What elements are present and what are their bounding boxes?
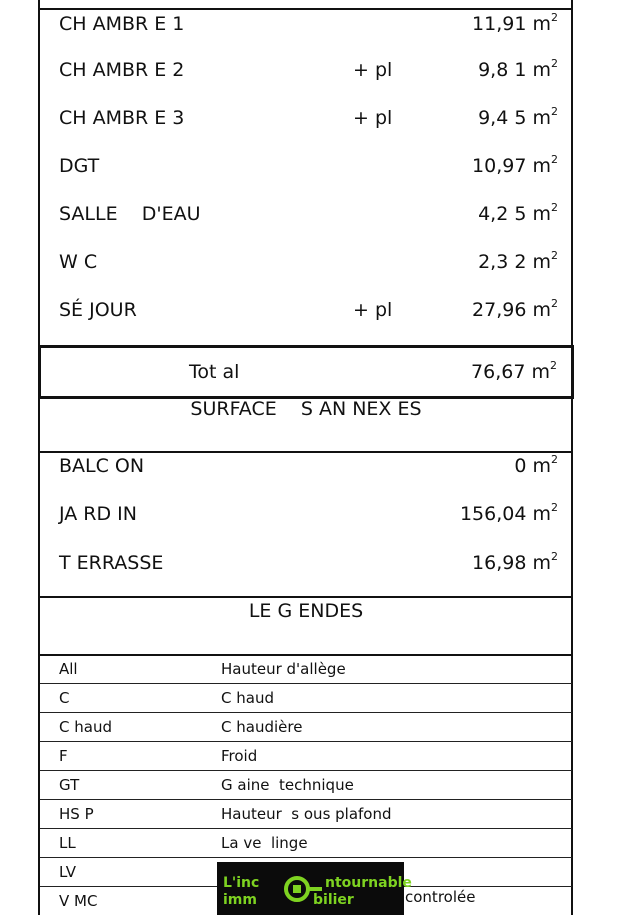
legend-desc: C haud: [221, 688, 274, 707]
room-area: 2,3 2 $m^2$: [478, 248, 558, 274]
room-area: 10,97 $m^2$: [472, 152, 558, 178]
legend-desc: Hauteur s ous plafond: [221, 804, 392, 823]
legend-code: F: [59, 746, 68, 765]
legend-desc: Froid: [221, 746, 258, 765]
legend-desc-tail: controlée: [405, 888, 476, 906]
logo-text: bilier: [313, 892, 354, 908]
annex-row: [40, 442, 572, 490]
room-extra: + pl: [353, 59, 393, 81]
logo-text: L'inc: [223, 875, 260, 891]
total-row: [38, 345, 574, 399]
annex-area: 156,04 $m^2$: [459, 500, 558, 526]
divider: [38, 596, 573, 598]
room-name: DGT: [59, 155, 100, 177]
legend-code: HS P: [59, 804, 94, 823]
room-extra: + pl: [353, 107, 393, 129]
annex-row: [40, 490, 572, 538]
legend-title: LE G ENDES: [248, 600, 364, 622]
annex-name: T ERRASSE: [59, 552, 164, 574]
annex-name: JA RD IN: [59, 503, 137, 525]
room-area: 9,8 1 $m^2$: [478, 56, 558, 82]
legend-row: [40, 770, 572, 799]
legend-desc: C haudière: [221, 717, 303, 736]
annex-row: [40, 539, 572, 587]
annex-name: BALC ON: [59, 455, 145, 477]
legend-desc: G aine technique: [221, 775, 354, 794]
annexes-title: SURFACE S AN NEX ES: [190, 398, 422, 420]
room-name: SÉ JOUR: [59, 299, 137, 321]
room-area: 4,2 5 $m^2$: [478, 200, 558, 226]
legend-row: [40, 828, 572, 857]
legend-code: V MC: [59, 891, 98, 910]
total-label: Tot al: [189, 361, 240, 383]
total-area: 76,67 $m^2$: [471, 358, 557, 384]
logo-text: ntournable: [325, 875, 412, 891]
room-name: CH AMBR E 3: [59, 107, 185, 129]
room-row: [40, 190, 572, 238]
room-row: [40, 0, 572, 48]
room-row: [40, 286, 572, 334]
room-name: W C: [59, 251, 98, 273]
legend-code: LL: [59, 833, 76, 852]
room-extra: + pl: [353, 299, 393, 321]
legend-row: [40, 654, 572, 683]
legend-desc: Hauteur d'allège: [221, 659, 346, 678]
legend-row: [40, 741, 572, 770]
legend-row: [40, 712, 572, 741]
annex-area: 16,98 $m^2$: [472, 549, 558, 575]
legend-code: LV: [59, 862, 76, 881]
room-row: [40, 238, 572, 286]
legend-code: GT: [59, 775, 80, 794]
room-area: 11,91 $m^2$: [472, 10, 558, 36]
room-area: 27,96 $m^2$: [472, 296, 558, 322]
room-name: CH AMBR E 2: [59, 59, 185, 81]
company-logo: [217, 862, 412, 915]
annex-area: 0 $m^2$: [514, 452, 558, 478]
legend-desc: La ve linge: [221, 833, 308, 852]
room-row: [40, 142, 572, 190]
logo-text: imm: [223, 892, 257, 908]
legend-row: [40, 683, 572, 712]
room-name: CH AMBR E 1: [59, 13, 185, 35]
legend-code: C: [59, 688, 70, 707]
house-key-icon: [283, 874, 323, 904]
legend-code: All: [59, 659, 78, 678]
legend-row: [40, 799, 572, 828]
room-name: SALLE D'EAU: [59, 203, 201, 225]
room-row: [40, 46, 572, 94]
room-area: 9,4 5 $m^2$: [478, 104, 558, 130]
legend-code: C haud: [59, 717, 112, 736]
room-row: [40, 94, 572, 142]
